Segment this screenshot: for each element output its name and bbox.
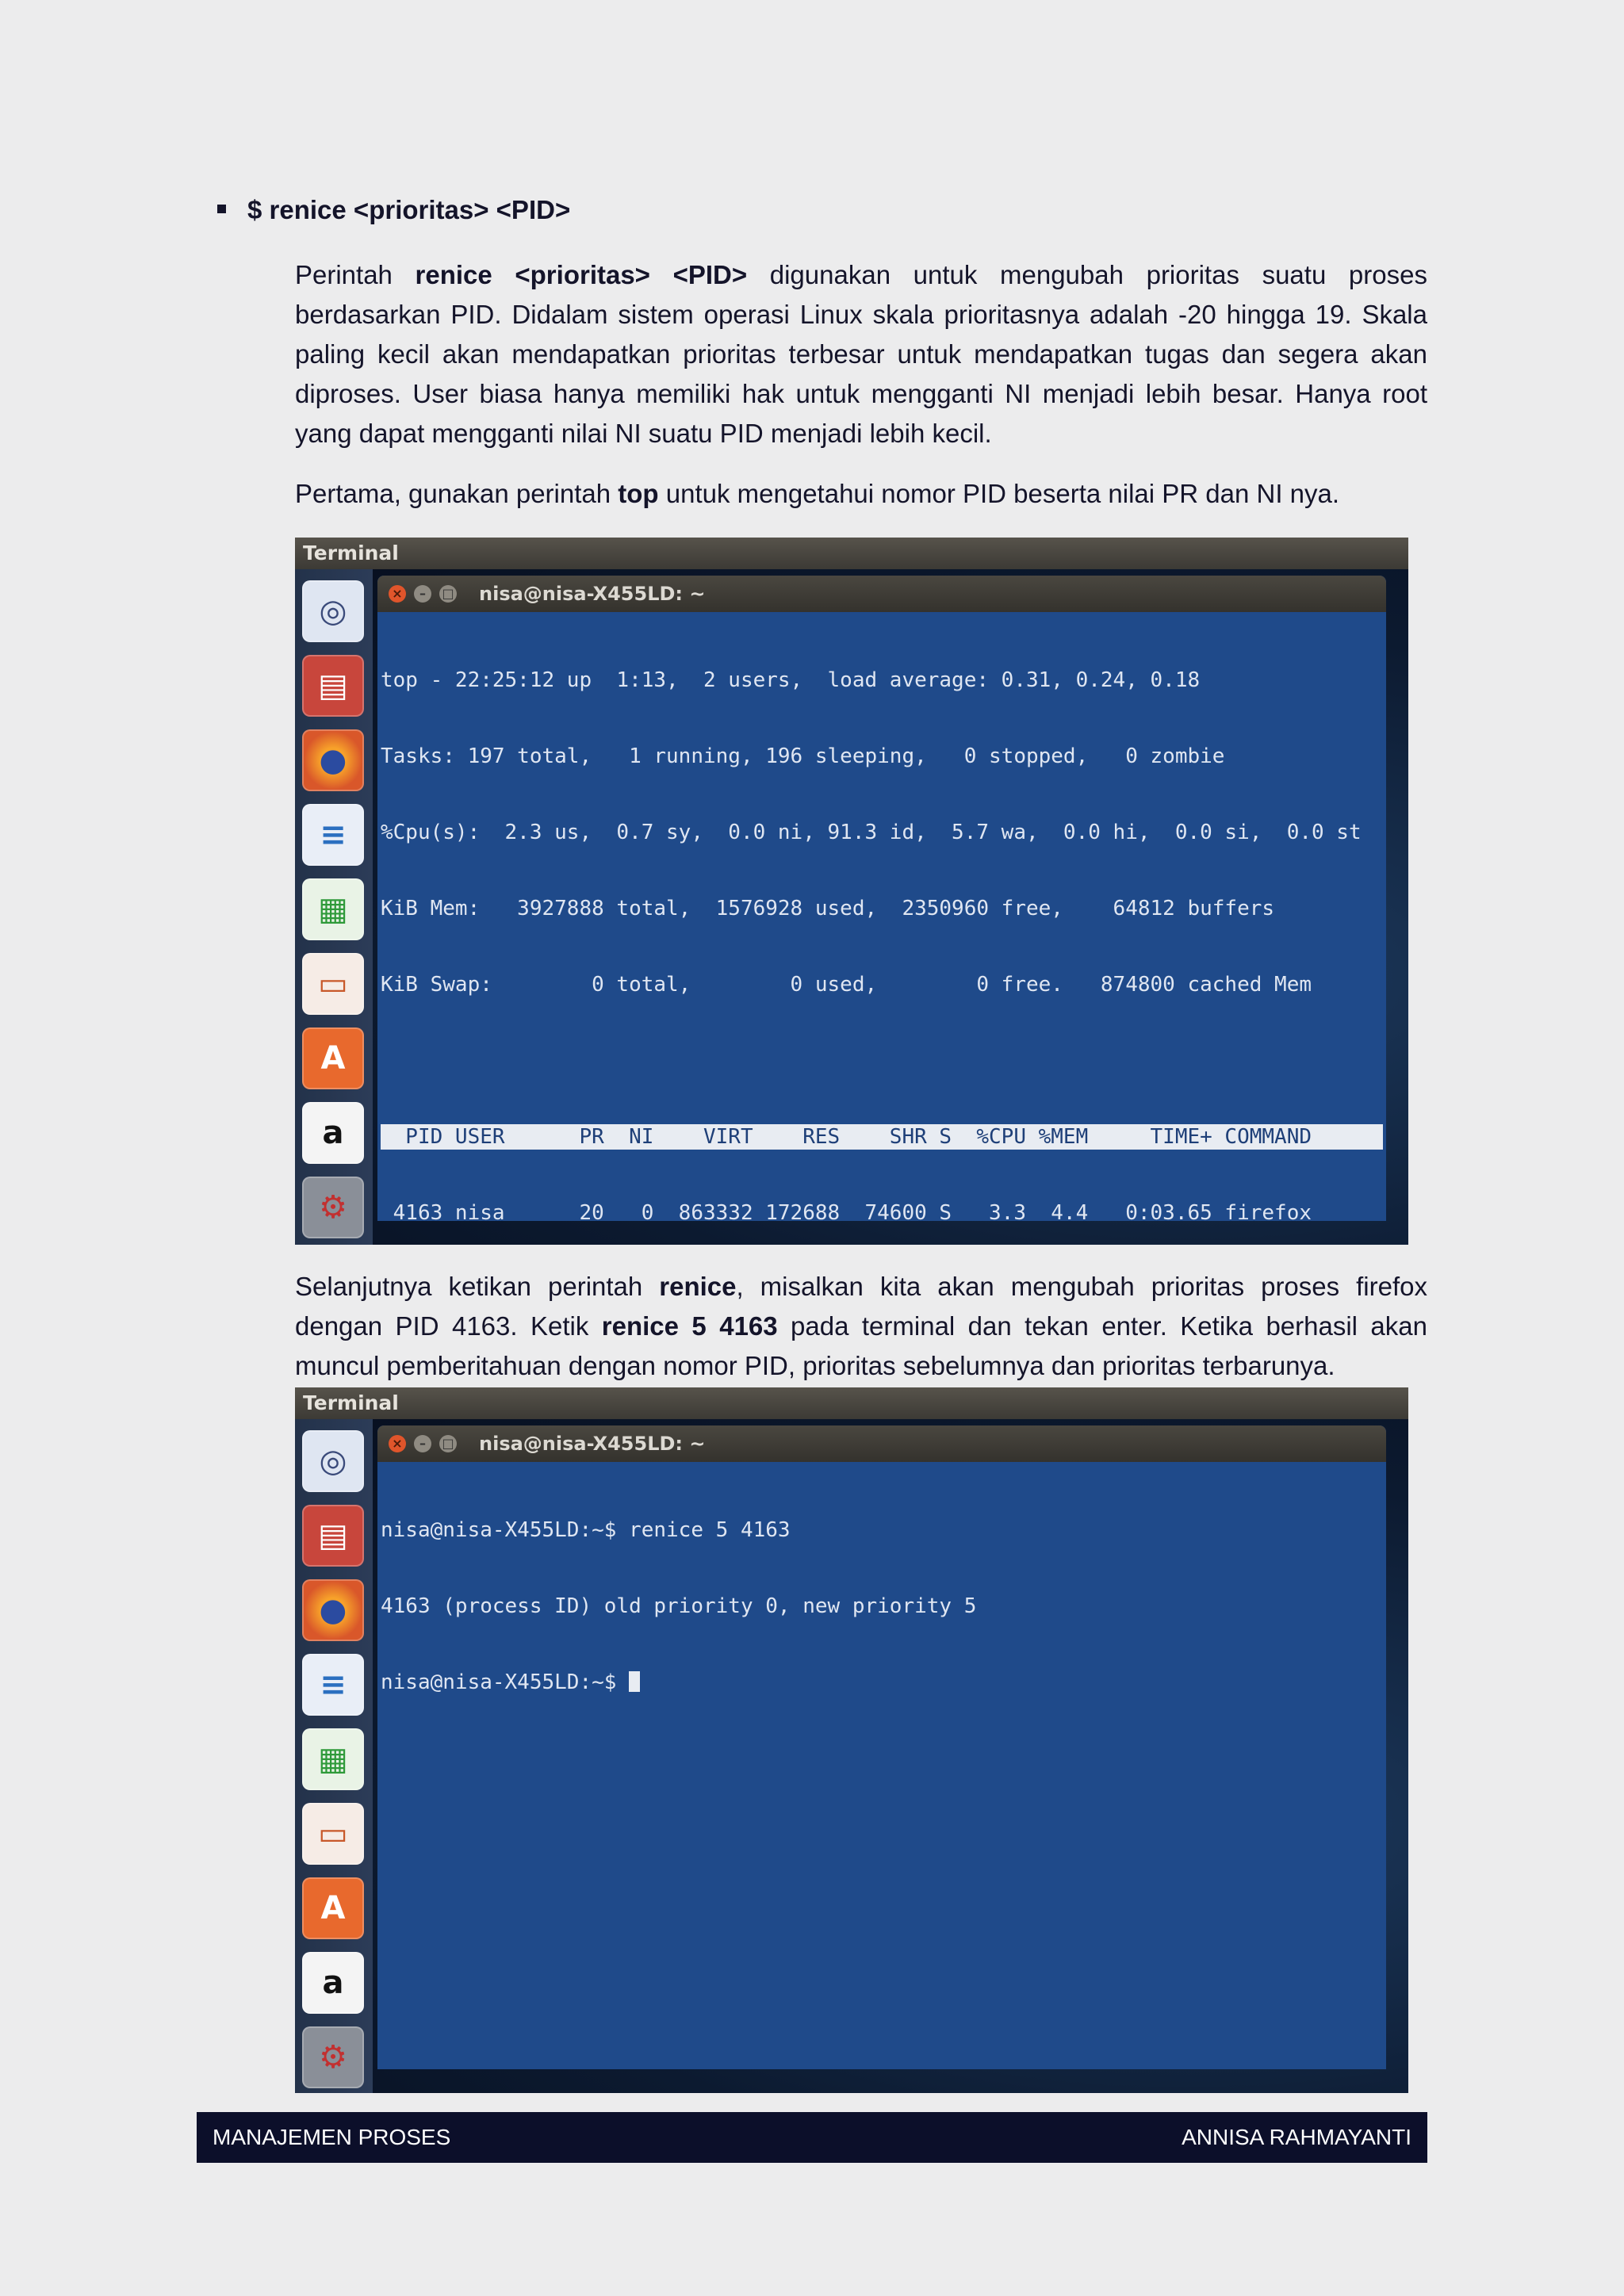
- page-footer: [197, 2112, 1427, 2163]
- paragraph-text: digunakan untuk mengubah prioritas suatu proses berdasarkan PID. Didalam sistem operasi Linux skala prioritasnya adalah -20 hingga 19. Skala paling kecil akan mendapatkan prioritas terbesar untuk mendapatkan tugas dan segera akan diproses. User biasa hanya memiliki hak untuk mengganti NI menjadi lebih besar. Hanya root yang dapat mengganti nilai NI suatu PID menjadi lebih kecil.: [295, 260, 1427, 448]
- writer-icon[interactable]: ≡: [302, 804, 364, 866]
- paragraph-bold-text: renice <prioritas> <PID>: [415, 260, 748, 289]
- text-cursor: [629, 1671, 640, 1692]
- close-icon[interactable]: ×: [389, 585, 406, 603]
- maximize-icon[interactable]: □: [439, 585, 457, 603]
- prompt-text: nisa@nisa-X455LD:~$: [381, 1670, 630, 1694]
- top-summary-line: %Cpu(s): 2.3 us, 0.7 sy, 0.0 ni, 91.3 id, 5.7 wa, 0.0 hi, 0.0 si, 0.0 st: [381, 821, 1362, 844]
- paragraph-bold-text: top: [618, 479, 659, 508]
- paragraph-text: , misalkan kita akan mengubah prioritas proses firefox dengan PID 4163. Ketik: [295, 1272, 1427, 1341]
- blank-line: [381, 1048, 1383, 1073]
- output-line: 4163 (process ID) old priority 0, new priority 5: [381, 1594, 977, 1618]
- ubuntu-dash-icon[interactable]: ◎: [302, 580, 364, 642]
- terminal-output[interactable]: [381, 1467, 1383, 2069]
- firefox-icon[interactable]: ●: [302, 729, 364, 791]
- settings-icon[interactable]: ⚙: [302, 2026, 364, 2088]
- top-summary-line: KiB Swap: 0 total, 0 used, 0 free. 874800 cached Mem: [381, 973, 1312, 997]
- bullet-marker: [217, 205, 226, 213]
- window-title: nisa@nisa-X455LD: ~: [479, 583, 706, 605]
- top-summary-line: top - 22:25:12 up 1:13, 2 users, load average: 0.31, 0.24, 0.18: [381, 668, 1201, 692]
- window-titlebar[interactable]: [377, 1425, 1386, 1462]
- desktop-topbar: Terminal: [295, 538, 1408, 569]
- terminal-output[interactable]: [381, 617, 1383, 1221]
- paragraph-text: pada terminal dan tekan enter. Ketika berhasil akan muncul pemberitahuan dengan nomor PID, prioritas sebelumnya dan prioritas terbarunya.: [295, 1311, 1427, 1380]
- paragraph-text: untuk mengetahui nomor PID beserta nilai PR dan NI nya.: [658, 479, 1340, 508]
- terminal-window[interactable]: [377, 576, 1386, 1221]
- unity-launcher: [295, 569, 373, 1245]
- paragraph-text: Selanjutnya ketikan perintah: [295, 1272, 660, 1301]
- paragraph-top-instruction: [295, 474, 1427, 514]
- paragraph-bold-text: renice: [659, 1272, 737, 1301]
- paragraph-text: Pertama, gunakan perintah: [295, 479, 619, 508]
- amazon-icon[interactable]: a: [302, 1952, 364, 2014]
- process-table-header: PID USER PR NI VIRT RES SHR S %CPU %MEM TIME+ COMMAND: [381, 1124, 1383, 1150]
- minimize-icon[interactable]: –: [414, 585, 431, 603]
- process-row: 4163 nisa 20 0 863332 172688 74600 S 3.3 4.4 0:03.65 firefox: [381, 1201, 1312, 1221]
- terminal-window[interactable]: [377, 1425, 1386, 2069]
- paragraph-text: Perintah: [295, 260, 416, 289]
- impress-icon[interactable]: ▭: [302, 953, 364, 1015]
- software-center-icon[interactable]: A: [302, 1877, 364, 1939]
- terminal-screenshot-top: [295, 538, 1408, 1245]
- paragraph-renice-description: [295, 255, 1427, 453]
- maximize-icon[interactable]: □: [439, 1435, 457, 1452]
- calc-icon[interactable]: ▦: [302, 878, 364, 940]
- calc-icon[interactable]: ▦: [302, 1728, 364, 1790]
- ubuntu-dash-icon[interactable]: ◎: [302, 1430, 364, 1492]
- impress-icon[interactable]: ▭: [302, 1803, 364, 1865]
- window-titlebar[interactable]: [377, 576, 1386, 612]
- software-center-icon[interactable]: A: [302, 1027, 364, 1089]
- window-title: nisa@nisa-X455LD: ~: [479, 1433, 706, 1455]
- settings-icon[interactable]: ⚙: [302, 1177, 364, 1238]
- command-line: nisa@nisa-X455LD:~$ renice 5 4163: [381, 1518, 791, 1542]
- minimize-icon[interactable]: –: [414, 1435, 431, 1452]
- prompt-line[interactable]: [381, 1670, 1383, 1695]
- desktop-topbar: Terminal: [295, 1387, 1408, 1419]
- section-heading: [247, 195, 570, 225]
- amazon-icon[interactable]: a: [302, 1102, 364, 1164]
- close-icon[interactable]: ×: [389, 1435, 406, 1452]
- paragraph-renice-instruction: [295, 1267, 1427, 1386]
- writer-icon[interactable]: ≡: [302, 1654, 364, 1716]
- terminal-screenshot-renice: [295, 1387, 1408, 2093]
- files-icon[interactable]: ▤: [302, 655, 364, 717]
- unity-launcher: [295, 1419, 373, 2093]
- paragraph-bold-text: renice 5 4163: [601, 1311, 778, 1341]
- files-icon[interactable]: ▤: [302, 1505, 364, 1567]
- top-summary-line: KiB Mem: 3927888 total, 1576928 used, 2350960 free, 64812 buffers: [381, 897, 1275, 920]
- footer-right-text: ANNISA RAHMAYANTI: [1182, 2125, 1411, 2149]
- footer-left-text: MANAJEMEN PROSES: [213, 2125, 451, 2149]
- firefox-icon[interactable]: ●: [302, 1579, 364, 1641]
- section-heading-text: $ renice <prioritas> <PID>: [247, 195, 571, 224]
- top-summary-line: Tasks: 197 total, 1 running, 196 sleeping, 0 stopped, 0 zombie: [381, 744, 1225, 768]
